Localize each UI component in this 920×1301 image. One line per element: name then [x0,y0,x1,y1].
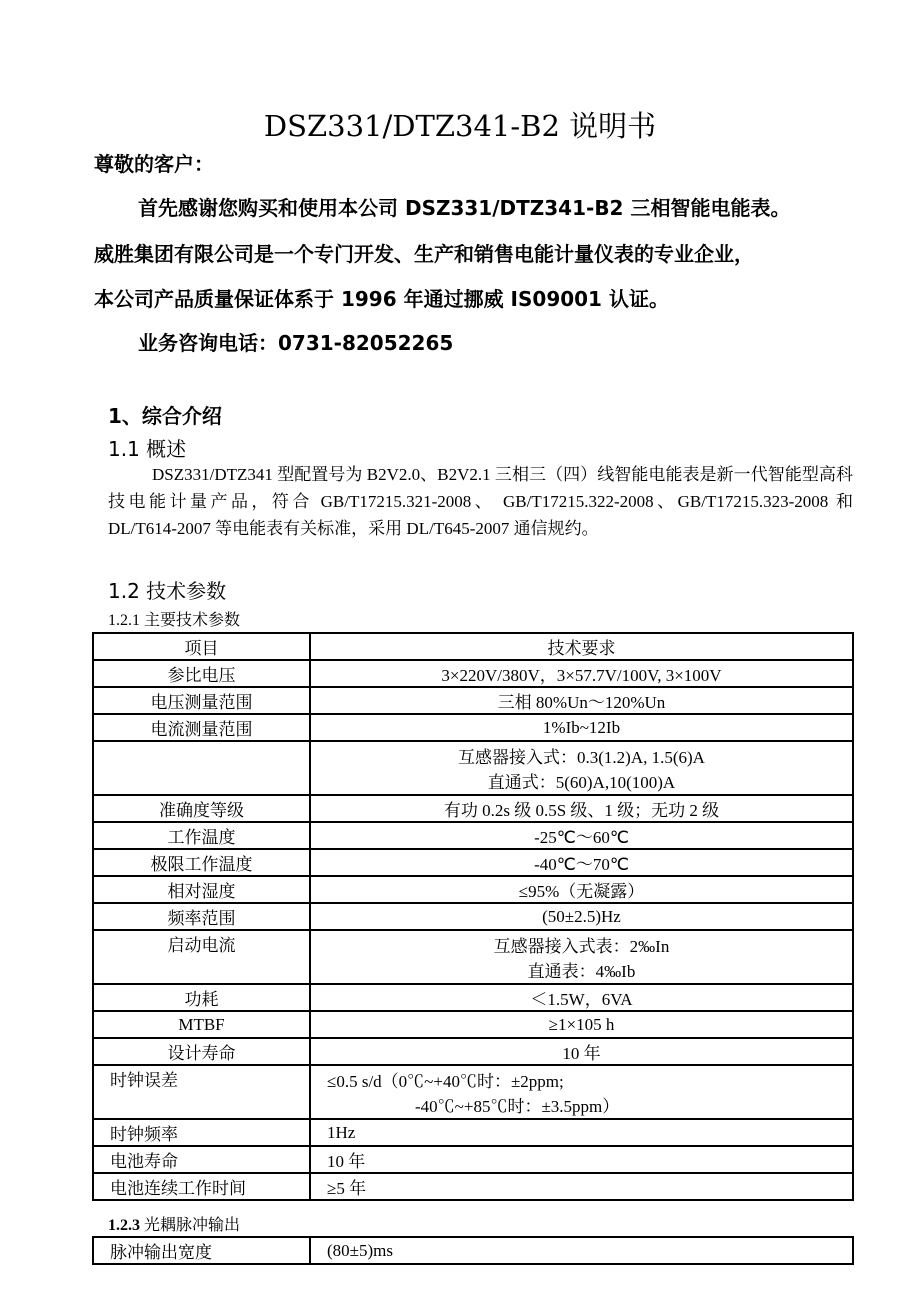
param-item: 参比电压 [93,660,310,687]
param-value [310,660,853,687]
param-item: 时钟频率 [93,1119,310,1146]
header-requirement: 技术要求 [310,633,853,660]
overview-paragraph: DSZ331/DTZ341 型配置号为 B2V2.0、B2V2.1 三相三（四）线智能电能表是新一代智能型高科技电能计量产品，符合 GB/T17215.321-2008、 GB/T17215.322-2008、GB/T17215.323-2008 和 DL/T614-2007 等电能表有关标准，采用 DL/T645-2007 通信规约。 [108,465,853,538]
param-value-line-1: 1%Ib~12Ib [542,717,621,737]
table-row [93,849,853,876]
intro-line-3: 本公司产品质量保证体系于 1996 年通过挪威 IS09001 认证。 [94,287,669,311]
param-value [310,903,853,930]
param-value-line-1: ＜1.5W，6VA [530,990,633,1009]
param-value-line-1: ≤0.5 s/d（0℃~+40℃时：±2ppm; [327,1072,564,1091]
param-value [310,714,853,741]
pulse-width-value: (80±5)ms [310,1237,853,1264]
table-row [93,822,853,849]
param-item: 频率范围 [93,903,310,930]
header-item: 项目 [93,633,310,660]
param-value-line-1: 互感器接入式：0.3(1.2)A, 1.5(6)A [458,748,705,767]
table-row [93,1038,853,1065]
param-value-line-2: -40℃~+85℃时：±3.5ppm） [415,1097,620,1116]
table-row [93,984,853,1011]
param-value-line-1: ≥5 年 [327,1179,367,1198]
intro-line-1: 首先感谢您购买和使用本公司 DSZ331/DTZ341-B2 三相智能电能表。 [138,196,791,220]
param-value [310,741,853,795]
param-value [310,1146,853,1173]
table-row [93,714,853,741]
table-row [93,1237,853,1264]
param-value-line-1: 10 年 [327,1152,366,1171]
param-value-line-1: ≤95%（无凝露） [518,882,645,901]
table-row [93,930,853,984]
param-value-line-2: 直通式：5(60)A,10(100)A [487,773,676,792]
caption-text: 光耦脉冲输出 [140,1217,241,1234]
table-row [93,1065,853,1119]
table-header-row [93,633,853,660]
table-row [93,903,853,930]
section-heading-1-1: 1.1 概述 [108,437,187,461]
param-item: 启动电流 [93,930,310,984]
param-item: 电压测量范围 [93,687,310,714]
param-value-line-1: 10 年 [562,1044,601,1063]
param-item [93,741,310,795]
document-title: DSZ331/DTZ341-B2 说明书 [263,109,657,143]
param-value [310,687,853,714]
param-value-line-1: (50±2.5)Hz [542,906,621,926]
param-value-line-1: 3×220V/380V，3×57.7V/100V, 3×100V [441,666,722,685]
param-item: 工作温度 [93,822,310,849]
table-row [93,687,853,714]
table-caption-1-2-1: 1.2.1 主要技术参数 [108,612,241,629]
caption-number: 1.2.3 [108,1217,140,1234]
greeting: 尊敬的客户： [94,152,214,176]
table-row [93,660,853,687]
param-value [310,849,853,876]
intro-line-2: 威胜集团有限公司是一个专门开发、生产和销售电能计量仪表的专业企业， [94,242,754,266]
param-value [310,1173,853,1200]
param-value-line-1: 1Hz [327,1122,356,1142]
param-value [310,1011,853,1038]
param-value [310,984,853,1011]
param-value-line-1: 有功 0.2s 级 0.5S 级、1 级；无功 2 级 [443,801,720,820]
param-item: 电池寿命 [93,1146,310,1173]
param-item: 设计寿命 [93,1038,310,1065]
param-value [310,795,853,822]
param-item: MTBF [93,1011,310,1038]
param-item: 准确度等级 [93,795,310,822]
param-value-line-1: 互感器接入式表：2‰In [493,937,670,956]
param-value [310,876,853,903]
param-value-line-1: -40℃～70℃ [534,855,629,874]
table-row [93,876,853,903]
param-item: 电流测量范围 [93,714,310,741]
param-value-line-2: 直通表：4‰Ib [527,962,636,981]
section-heading-1: 1、综合介绍 [108,404,222,428]
tech-params-table [92,632,854,1201]
section-heading-1-2: 1.2 技术参数 [108,579,227,603]
param-item: 相对湿度 [93,876,310,903]
table-row [93,1011,853,1038]
param-value [310,1119,853,1146]
table-row [93,1146,853,1173]
param-value-line-1: ≥1×105 h [548,1014,615,1034]
param-value [310,822,853,849]
table-row [93,795,853,822]
param-value [310,1065,853,1119]
param-item: 功耗 [93,984,310,1011]
param-value [310,930,853,984]
param-item: 电池连续工作时间 [93,1173,310,1200]
phone-line: 业务咨询电话：0731-82052265 [138,331,454,355]
pulse-width-label: 脉冲输出宽度 [93,1237,310,1264]
param-item: 极限工作温度 [93,849,310,876]
param-value-line-1: 三相 80%Un～120%Un [497,693,666,712]
param-item: 时钟误差 [93,1065,310,1119]
table-row [93,1119,853,1146]
table-caption-1-2-3 [108,1212,240,1235]
table-row [93,1173,853,1200]
param-value-line-1: -25℃～60℃ [534,828,629,847]
table-row [93,741,853,795]
pulse-output-table [92,1236,854,1265]
param-value [310,1038,853,1065]
